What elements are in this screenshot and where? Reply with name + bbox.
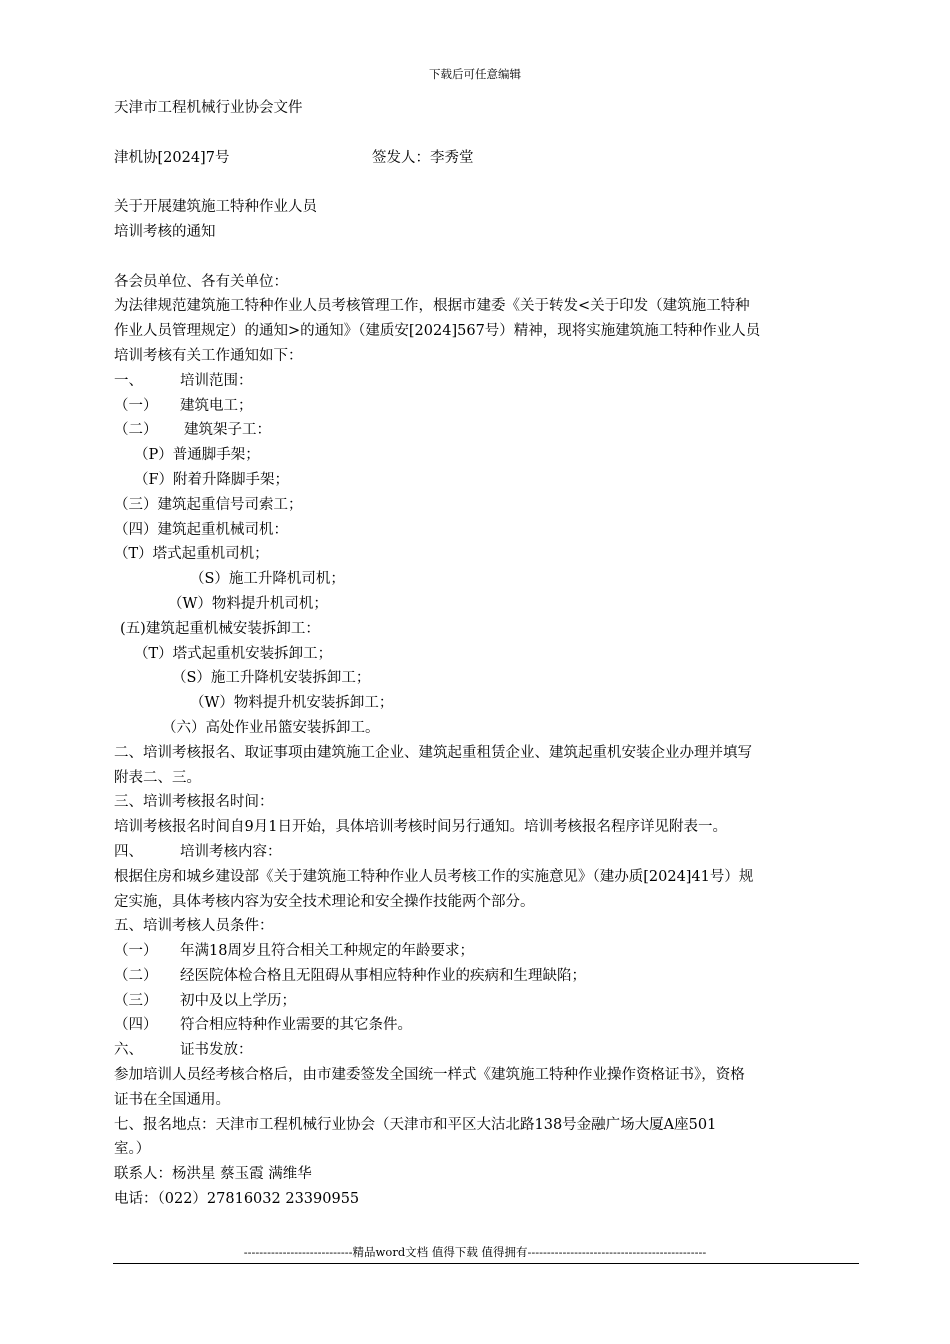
section-7: 七、报名地点：天津市工程机械行业协会（天津市和平区大沽北路138号金融广场大厦A座501 (114, 1116, 717, 1133)
doc-number: 津机协[2024]7号 (114, 149, 230, 166)
list-item: （W）物料提升机司机； (168, 595, 328, 612)
section-2: 附表二、三。 (114, 769, 201, 786)
list-item: （P）普通脚手架； (134, 447, 260, 464)
list-item: (五)建筑起重机械安装拆卸工： (120, 620, 320, 637)
list-item: （一） 年满18周岁且符合相关工种规定的年龄要求； (114, 943, 474, 960)
list-item: （三）建筑起重信号司索工； (114, 496, 303, 513)
section-7: 室。） (114, 1141, 151, 1158)
intro-line: 为法律规范建筑施工特种作业人员考核管理工作，根据市建委《关于转发<关于印发（建筑施工特种 (114, 298, 750, 315)
list-item: （四） 符合相应特种作业需要的其它条件。 (114, 1017, 412, 1034)
section-3-heading: 三、培训考核报名时间： (114, 794, 274, 811)
intro-line: 培训考核有关工作通知如下： (114, 347, 303, 364)
list-item: （一） 建筑电工； (114, 397, 253, 414)
contact-line: 联系人：杨洪星 蔡玉霞 满维华 (114, 1166, 312, 1183)
section-4-body: 定实施，具体考核内容为安全技术理论和安全操作技能两个部分。 (114, 893, 535, 910)
section-4-heading: 四、 培训考核内容： (114, 843, 282, 860)
header-note: 下载后可任意编辑 (429, 67, 521, 81)
list-item: （S）施工升降机司机； (190, 571, 345, 588)
list-item: （F）附着升降脚手架； (134, 471, 290, 488)
list-item: （W）物料提升机安装拆卸工； (190, 695, 394, 712)
subject-line-1: 关于开展建筑施工特种作业人员 (114, 199, 317, 216)
document-body (114, 96, 860, 1212)
list-item: （二） 建筑架子工： (114, 422, 271, 439)
org-title: 天津市工程机械行业协会文件 (114, 100, 303, 116)
list-item: （二） 经医院体检合格且无阻碍从事相应特种作业的疾病和生理缺陷； (114, 967, 586, 984)
section-6-body: 参加培训人员经考核合格后，由市建委签发全国统一样式《建筑施工特种作业操作资格证书》，资格 (114, 1067, 745, 1084)
salutation: 各会员单位、各有关单位： (114, 273, 288, 290)
section-6-heading: 六、 证书发放： (114, 1042, 253, 1059)
list-item: （四）建筑起重机械司机： (114, 521, 288, 538)
subject-line-2: 培训考核的通知 (114, 223, 216, 240)
doc-meta-row (114, 146, 860, 171)
phone-line: 电话：（022）27816032 23390955 (114, 1191, 360, 1208)
footer-note: ----------------------------精品word文档 值得下载 值得拥有---------------------------------------------- (243, 1245, 707, 1259)
section-5-heading: 五、培训考核人员条件： (114, 918, 274, 935)
section-2: 二、培训考核报名、取证事项由建筑施工企业、建筑起重租赁企业、建筑起重机安装企业办理并填写 (114, 744, 752, 761)
list-item: （S）施工升降机安装拆卸工； (172, 670, 371, 687)
list-item: （T）塔式起重机安装拆卸工； (134, 645, 333, 662)
section-6-body: 证书在全国通用。 (114, 1091, 230, 1108)
signer: 签发人：李秀堂 (372, 149, 474, 166)
footer-divider (113, 1263, 859, 1264)
section-3-body: 培训考核报名时间自9月1日开始，具体培训考核时间另行通知。培训考核报名程序详见附表一。 (114, 819, 727, 836)
list-item: （六）高处作业吊篮安装拆卸工。 (162, 719, 380, 736)
list-item: （T）塔式起重机司机； (114, 546, 269, 563)
intro-line: 作业人员管理规定）的通知>的通知》（建质安[2024]567号）精神，现将实施建筑施工特种作业人员 (114, 323, 761, 340)
section-4-body: 根据住房和城乡建设部《关于建筑施工特种作业人员考核工作的实施意见》（建办质[2024]41号）规 (114, 868, 754, 885)
list-item: （三） 初中及以上学历； (114, 992, 296, 1009)
section-1-heading: 一、 培训范围： (114, 372, 253, 389)
